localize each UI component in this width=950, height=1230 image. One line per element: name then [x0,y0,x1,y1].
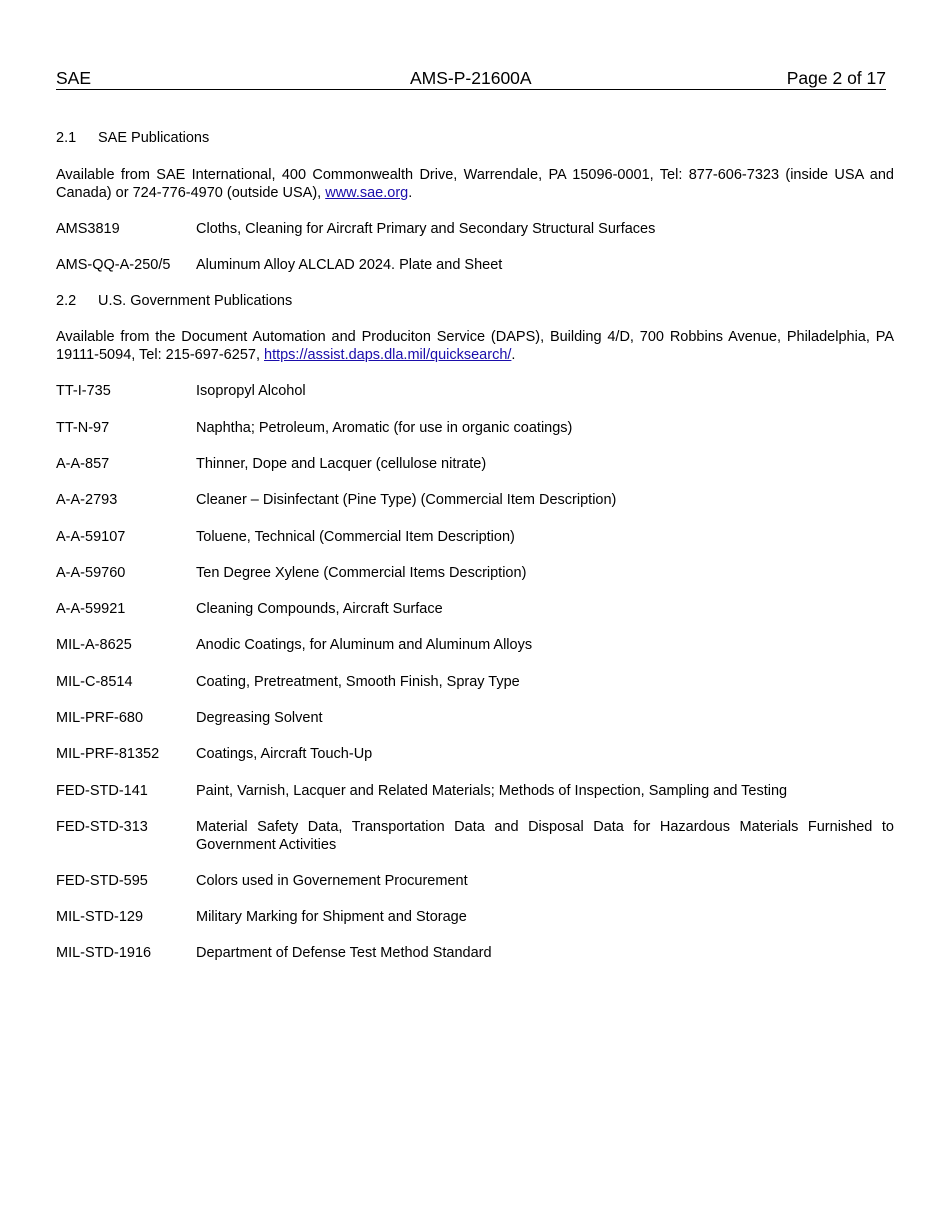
section-2-1-availability [56,166,894,202]
reference-title: Material Safety Data, Transportation Data and Disposal Data for Hazardous Materials Furnished to Government Activities [196,819,894,853]
reference-row [56,818,894,854]
reference-row [56,382,894,400]
reference-row [56,528,894,546]
reference-code: MIL-PRF-81352 [56,746,160,762]
reference-code: A-A-59760 [56,565,126,581]
reference-row [56,872,894,890]
reference-row [56,636,894,654]
reference-title: Ten Degree Xylene (Commercial Items Description) [196,565,527,581]
reference-row [56,455,894,473]
section-2-2-availability [56,328,894,364]
reference-row [56,673,894,691]
reference-code: FED-STD-595 [56,873,148,889]
reference-title: Coating, Pretreatment, Smooth Finish, Spray Type [196,674,520,690]
availability-end: . [408,185,413,201]
reference-row [56,908,894,926]
reference-row [56,220,894,238]
reference-title: Department of Defense Test Method Standard [196,945,492,961]
reference-title: Paint, Varnish, Lacquer and Related Materials; Methods of Inspection, Sampling and Testing [196,783,788,799]
reference-title: Colors used in Governement Procurement [196,873,468,889]
reference-row [56,419,894,437]
reference-title: Cleaner – Disinfectant (Pine Type) (Commercial Item Description) [196,492,617,508]
reference-title: Isopropyl Alcohol [196,383,306,399]
reference-row [56,491,894,509]
reference-title: Toluene, Technical (Commercial Item Description) [196,529,515,545]
reference-code: FED-STD-141 [56,783,148,799]
reference-code: A-A-2793 [56,492,118,508]
reference-code: A-A-857 [56,456,110,472]
header-organization: SAE [56,68,92,88]
reference-row [56,709,894,727]
section-number: 2.1 [56,130,77,146]
reference-code: A-A-59921 [56,601,126,617]
reference-code: TT-N-97 [56,420,110,436]
reference-code: FED-STD-313 [56,819,148,835]
reference-row [56,256,894,274]
header-page-number: Page 2 of 17 [786,68,886,88]
reference-title: Cleaning Compounds, Aircraft Surface [196,601,443,617]
reference-code: AMS-QQ-A-250/5 [56,257,171,273]
reference-row [56,745,894,763]
reference-title: Aluminum Alloy ALCLAD 2024. Plate and Sheet [196,257,503,273]
reference-code: MIL-C-8514 [56,674,133,690]
section-number: 2.2 [56,293,77,309]
reference-title: Cloths, Cleaning for Aircraft Primary and Secondary Structural Surfaces [196,221,656,237]
reference-code: TT-I-735 [56,383,111,399]
reference-row [56,564,894,582]
reference-row [56,944,894,962]
reference-code: A-A-59107 [56,529,126,545]
reference-title: Anodic Coatings, for Aluminum and Aluminum Alloys [196,637,533,653]
reference-code: AMS3819 [56,221,120,237]
availability-end: . [511,347,516,363]
reference-title: Naphtha; Petroleum, Aromatic (for use in organic coatings) [196,420,573,436]
availability-text: Available from SAE International, 400 Commonwealth Drive, Warrendale, PA 15096-0001, Tel: 877-606-7323 (inside USA and Canada) or 724-776-4970 (outside USA), [56,167,894,201]
reference-title: Military Marking for Shipment and Storage [196,909,467,925]
reference-title: Degreasing Solvent [196,710,323,726]
section-heading-2-1 [56,129,894,147]
reference-code: MIL-PRF-680 [56,710,144,726]
assist-quicksearch-link[interactable]: https://assist.daps.dla.mil/quicksearch/ [264,347,512,363]
section-title: SAE Publications [98,130,210,146]
section-heading-2-2 [56,292,894,310]
reference-title: Thinner, Dope and Lacquer (cellulose nitrate) [196,456,487,472]
availability-text: Available from the Document Automation and Produciton Service (DAPS), Building 4/D, 700 Robbins Avenue, Philadelphia, PA 19111-5094, Tel: 215-697-6257, [56,329,894,363]
reference-row [56,600,894,618]
reference-code: MIL-STD-1916 [56,945,152,961]
page-header [56,68,886,90]
reference-title: Coatings, Aircraft Touch-Up [196,746,373,762]
header-document-number: AMS-P-21600A [410,68,532,88]
reference-code: MIL-A-8625 [56,637,132,653]
reference-code: MIL-STD-129 [56,909,144,925]
sae-website-link[interactable]: www.sae.org [325,185,409,201]
reference-row [56,782,894,800]
section-title: U.S. Government Publications [98,293,293,309]
